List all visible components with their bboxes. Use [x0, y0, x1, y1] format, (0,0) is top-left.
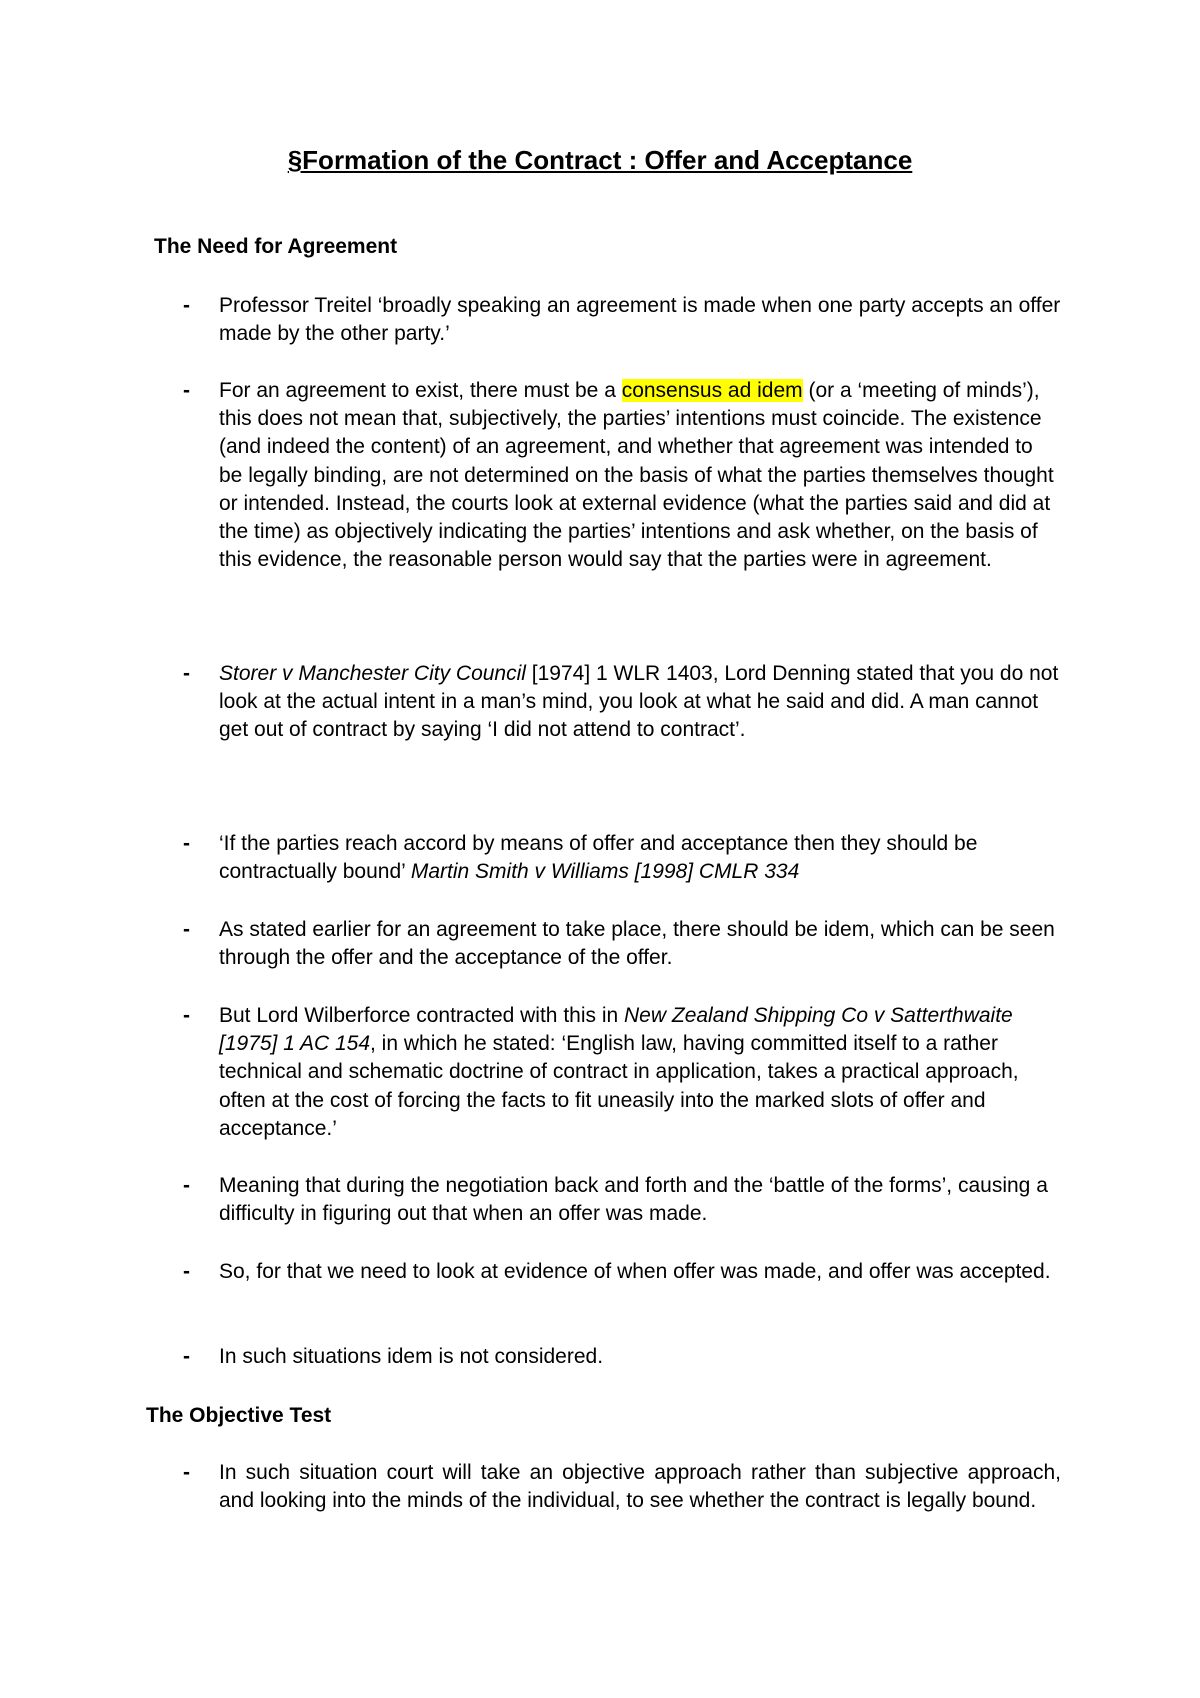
bullet-text: Professor Treitel ‘broadly speaking an agreement is made when one party accepts an offer made by the other party.’ — [219, 294, 1061, 346]
bullet-text: So, for that we need to look at evidence of when offer was made, and offer was accepted. — [219, 1260, 1051, 1283]
text-run: ‘If the parties reach accord by means of offer and acceptance then they should be contractually bound’ — [219, 832, 978, 884]
bullet-text: Meaning that during the negotiation back and forth and the ‘battle of the forms’, causing a difficulty in figuring out that when an offer was made. — [219, 1174, 1048, 1226]
bullet-text — [219, 660, 1061, 745]
bullet-dash: - — [183, 1004, 190, 1027]
text-run: , in which he stated: ‘English law, having committed itself to a rather technical and schematic doctrine of contract in application, takes a practical approach, often at the cost of forcing the facts to fit uneasily into the marked slots of offer and acceptance.’ — [219, 1032, 1019, 1140]
case-citation: Storer v Manchester City Council — [219, 662, 526, 685]
bullet-dash: - — [183, 379, 190, 402]
section-heading-objective-test: The Objective Test — [146, 1404, 332, 1427]
bullet-text — [219, 1002, 1061, 1143]
bullet-dash: - — [183, 1345, 190, 1368]
case-citation: Martin Smith v Williams [1998] CMLR 334 — [410, 860, 800, 884]
bullet-text — [219, 830, 1061, 886]
bullet-text: As stated earlier for an agreement to take place, there should be idem, which can be seen through the offer and the acceptance of the offer. — [219, 918, 1055, 970]
bullet-dash: - — [183, 918, 190, 941]
text-run: (or a ‘meeting of minds’), this does not mean that, subjectively, the parties’ intentions must coincide. The existence (and indeed the content) of an agreement, and whether that agreement was intended to be legally binding, are not determined on the basis of what the parties themselves thought or intended. Instead, the courts look at external evidence (what the parties said and did at the time) as objectively indicating the parties’ intentions and ask whether, on the basis of this evidence, the reasonable person would say that the parties were in agreement. — [219, 379, 1054, 572]
text-run: But Lord Wilberforce contracted with this in — [219, 1004, 625, 1027]
case-citation: New Zealand Shipping Co v Satterthwaite [1975] 1 AC 154 — [219, 1004, 1013, 1056]
highlighted-term: consensus ad idem — [621, 379, 803, 402]
text-run: For an agreement to exist, there must be a — [219, 379, 622, 402]
bullet-dash: - — [183, 1174, 190, 1197]
bullet-text — [219, 377, 1061, 574]
bullet-dash: - — [183, 662, 190, 685]
bullet-dash: - — [183, 294, 190, 317]
bullet-text: In such situation court will take an objective approach rather than subjective approach, and looking into the minds of the individual, to see whether the contract is legally bound. — [219, 1461, 1061, 1513]
bullet-dash: - — [183, 1461, 190, 1484]
bullet-dash: - — [183, 1260, 190, 1283]
bullet-text: In such situations idem is not considered. — [219, 1345, 604, 1368]
bullet-dash: - — [183, 832, 190, 855]
page-title: §Formation of the Contract : Offer and Acceptance — [287, 145, 913, 175]
text-run: [1974] 1 WLR 1403, Lord Denning stated that you do not look at the actual intent in a man’s mind, you look at what he said and did. A man cannot get out of contract by saying ‘I did not attend to contract’. — [219, 662, 1059, 742]
section-heading-need-for-agreement: The Need for Agreement — [154, 235, 398, 258]
